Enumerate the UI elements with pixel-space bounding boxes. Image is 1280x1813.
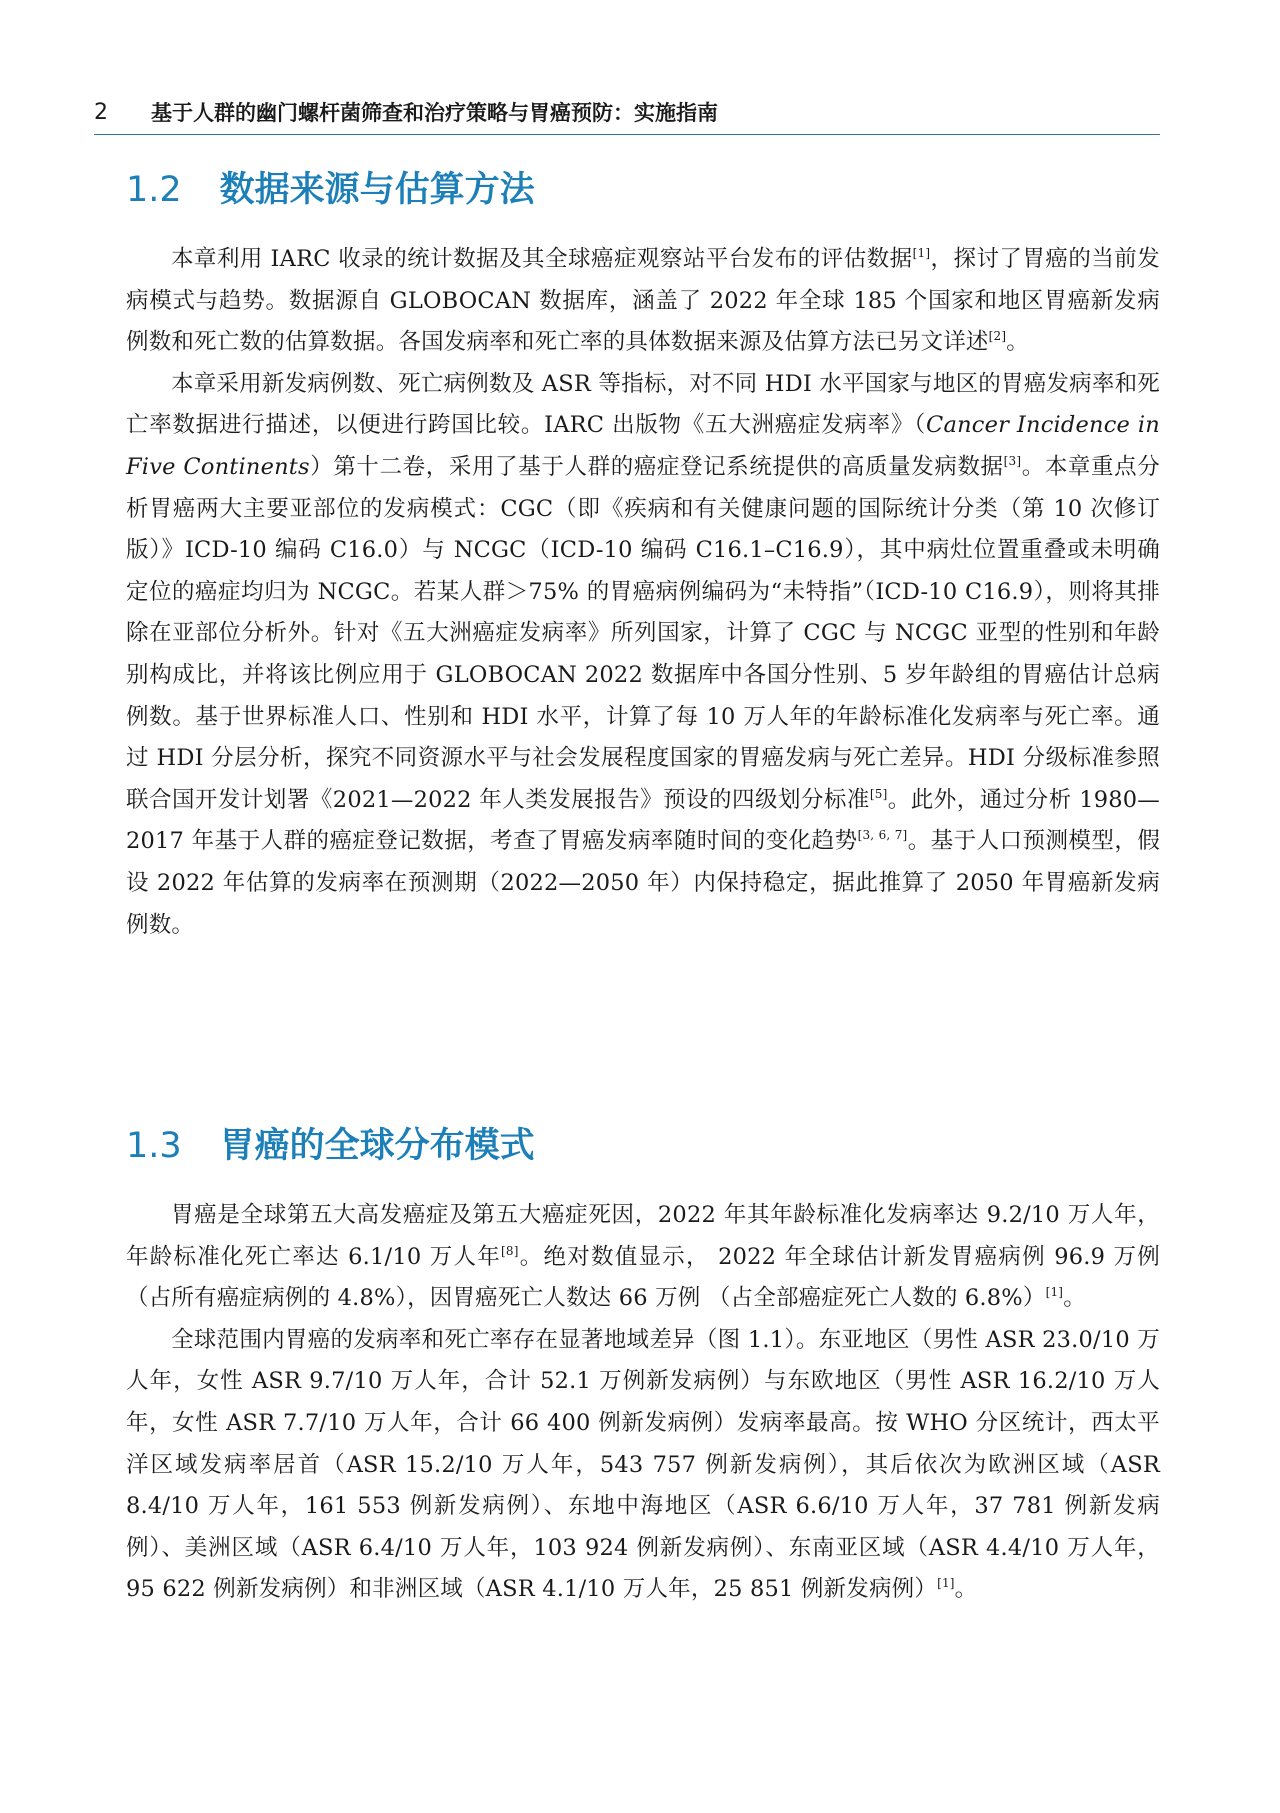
text-run: 。 [1063, 1285, 1086, 1312]
text-run: 本章利用 IARC 收录的统计数据及其全球癌症观察站平台发布的评估数据 [171, 246, 913, 272]
section-heading [126, 166, 1160, 214]
section-number: 1.3 [126, 1126, 182, 1166]
section-title: 数据来源与估算方法 [219, 170, 535, 210]
text-run: 。此外，通过分析 1980—2017 年基于人群的癌症登记数据，考查了胃癌发病率随时间的变化趋势 [126, 786, 1160, 855]
section-global-distribution [126, 1122, 1160, 1611]
text-run: 。 [1006, 329, 1029, 356]
citation-ref: [3, 6, 7] [857, 828, 908, 843]
text-run: 。基于人口预测模型，假设 2022 年估算的发病率在预测期（2022—2050 年）内保持稳定，据此推算了 2050 年胃癌新发病例数。 [126, 828, 1161, 938]
citation-ref: [2] [988, 329, 1007, 344]
text-run: 。 [954, 1576, 978, 1603]
text-run: 。本章重点分析胃癌两大主要亚部位的发病模式：CGC（即《疾病和有关健康问题的国际统计分类（第 10 次修订版）》ICD-10 编码 C16.0）与 NCGC（ICD-10 编码 C16.1–C16.9），其中病灶位置重叠或未明确定位的癌症均归为 NCGC。若某人群＞75% 的胃癌病例编码为“未特指”（ICD-10 C16.9），则将其排除在亚部位分析外。针对《五大洲癌症发病率》所列国家，计算了 CGC 与 NCGC 亚型的性别和年龄别构成比，并将该比例应用于 GLOBOCAN 2022 数据库中各国分性别、5 岁年龄组的胃癌估计总病例数。基于世界标准人口、性别和 HDI 水平，计算了每 10 万人年的年龄标准化发病率与死亡率。通过 HDI 分层分析，探究不同资源水平与社会发展程度国家的胃癌发病与死亡差异。HDI 分级标准参照联合国开发计划署《2021—2022 年人类发展报告》预设的四级划分标准 [126, 453, 1160, 813]
citation-ref: [1] [912, 246, 931, 260]
citation-ref: [1] [1045, 1285, 1064, 1300]
paragraph [126, 364, 1160, 946]
italic-publication-title: Cancer Incidence in Five Continents [126, 412, 1160, 480]
paragraph [126, 1195, 1160, 1320]
paragraph [126, 239, 1160, 364]
text-run: ，探讨了胃癌的当前发病模式与趋势。数据源自 GLOBOCAN 数据库，涵盖了 2022 年全球 185 个国家和地区胃癌新发病例数和死亡数的估算数据。各国发病率和死亡率的具体数据来源及估算方法已另文详述 [126, 246, 1160, 356]
citation-ref: [3] [1003, 453, 1022, 468]
page-number: 2 [94, 100, 108, 125]
section-number: 1.2 [126, 170, 182, 210]
citation-ref: [5] [869, 786, 888, 801]
running-header-title: 基于人群的幽门螺杆菌筛查和治疗策略与胃癌预防：实施指南 [151, 101, 718, 125]
text-run: 本章采用新发病例数、死亡病例数及 ASR 等指标，对不同 HDI 水平国家与地区的胃癌发病率和死亡率数据进行描述，以便进行跨国比较。IARC 出版物《五大洲癌症发病率》（ [126, 370, 1160, 439]
section-title: 胃癌的全球分布模式 [219, 1126, 535, 1166]
section-data-sources-and-methods [126, 166, 1160, 946]
citation-ref: [1] [937, 1576, 955, 1591]
text-run: 。绝对数值显示， 2022 年全球估计新发胃癌病例 96.9 万例（占所有癌症病例的 4.8%），因胃癌死亡人数达 66 万例 （占全部癌症死亡人数的 6.8%） [126, 1243, 1160, 1312]
text-run: ）第十二卷，采用了基于人群的癌症登记系统提供的高质量发病数据 [309, 453, 1004, 480]
citation-ref: [8] [501, 1243, 519, 1258]
paragraph [126, 1320, 1160, 1611]
text-run: 全球范围内胃癌的发病率和死亡率存在显著地域差异（图 1.1）。东亚地区（男性 ASR 23.0/10 万人年，女性 ASR 9.7/10 万人年，合计 52.1 万例新发病例）与东欧地区（男性 ASR 16.2/10 万人年，女性 ASR 7.7/10 万人年，合计 66 400 例新发病例）发病率最高。按 WHO 分区统计，西太平洋区域发病率居首（ASR 15.2/10 万人年，543 757 例新发病例），其后依次为欧洲区域（ASR 8.4/10 万人年，161 553 例新发病例）、东地中海地区（ASR 6.6/10 万人年，37 781 例新发病例）、美洲区域（ASR 6.4/10 万人年，103 924 例新发病例）、东南亚区域（ASR 4.4/10 万人年，95 622 例新发病例）和非洲区域（ASR 4.1/10 万人年，25 851 例新发病例） [126, 1326, 1160, 1603]
running-header [94, 98, 1160, 135]
text-run: 胃癌是全球第五大高发癌症及第五大癌症死因，2022 年其年龄标准化发病率达 9.2/10 万人年，年龄标准化死亡率达 6.1/10 万人年 [126, 1202, 1160, 1270]
section-heading [126, 1122, 1160, 1170]
